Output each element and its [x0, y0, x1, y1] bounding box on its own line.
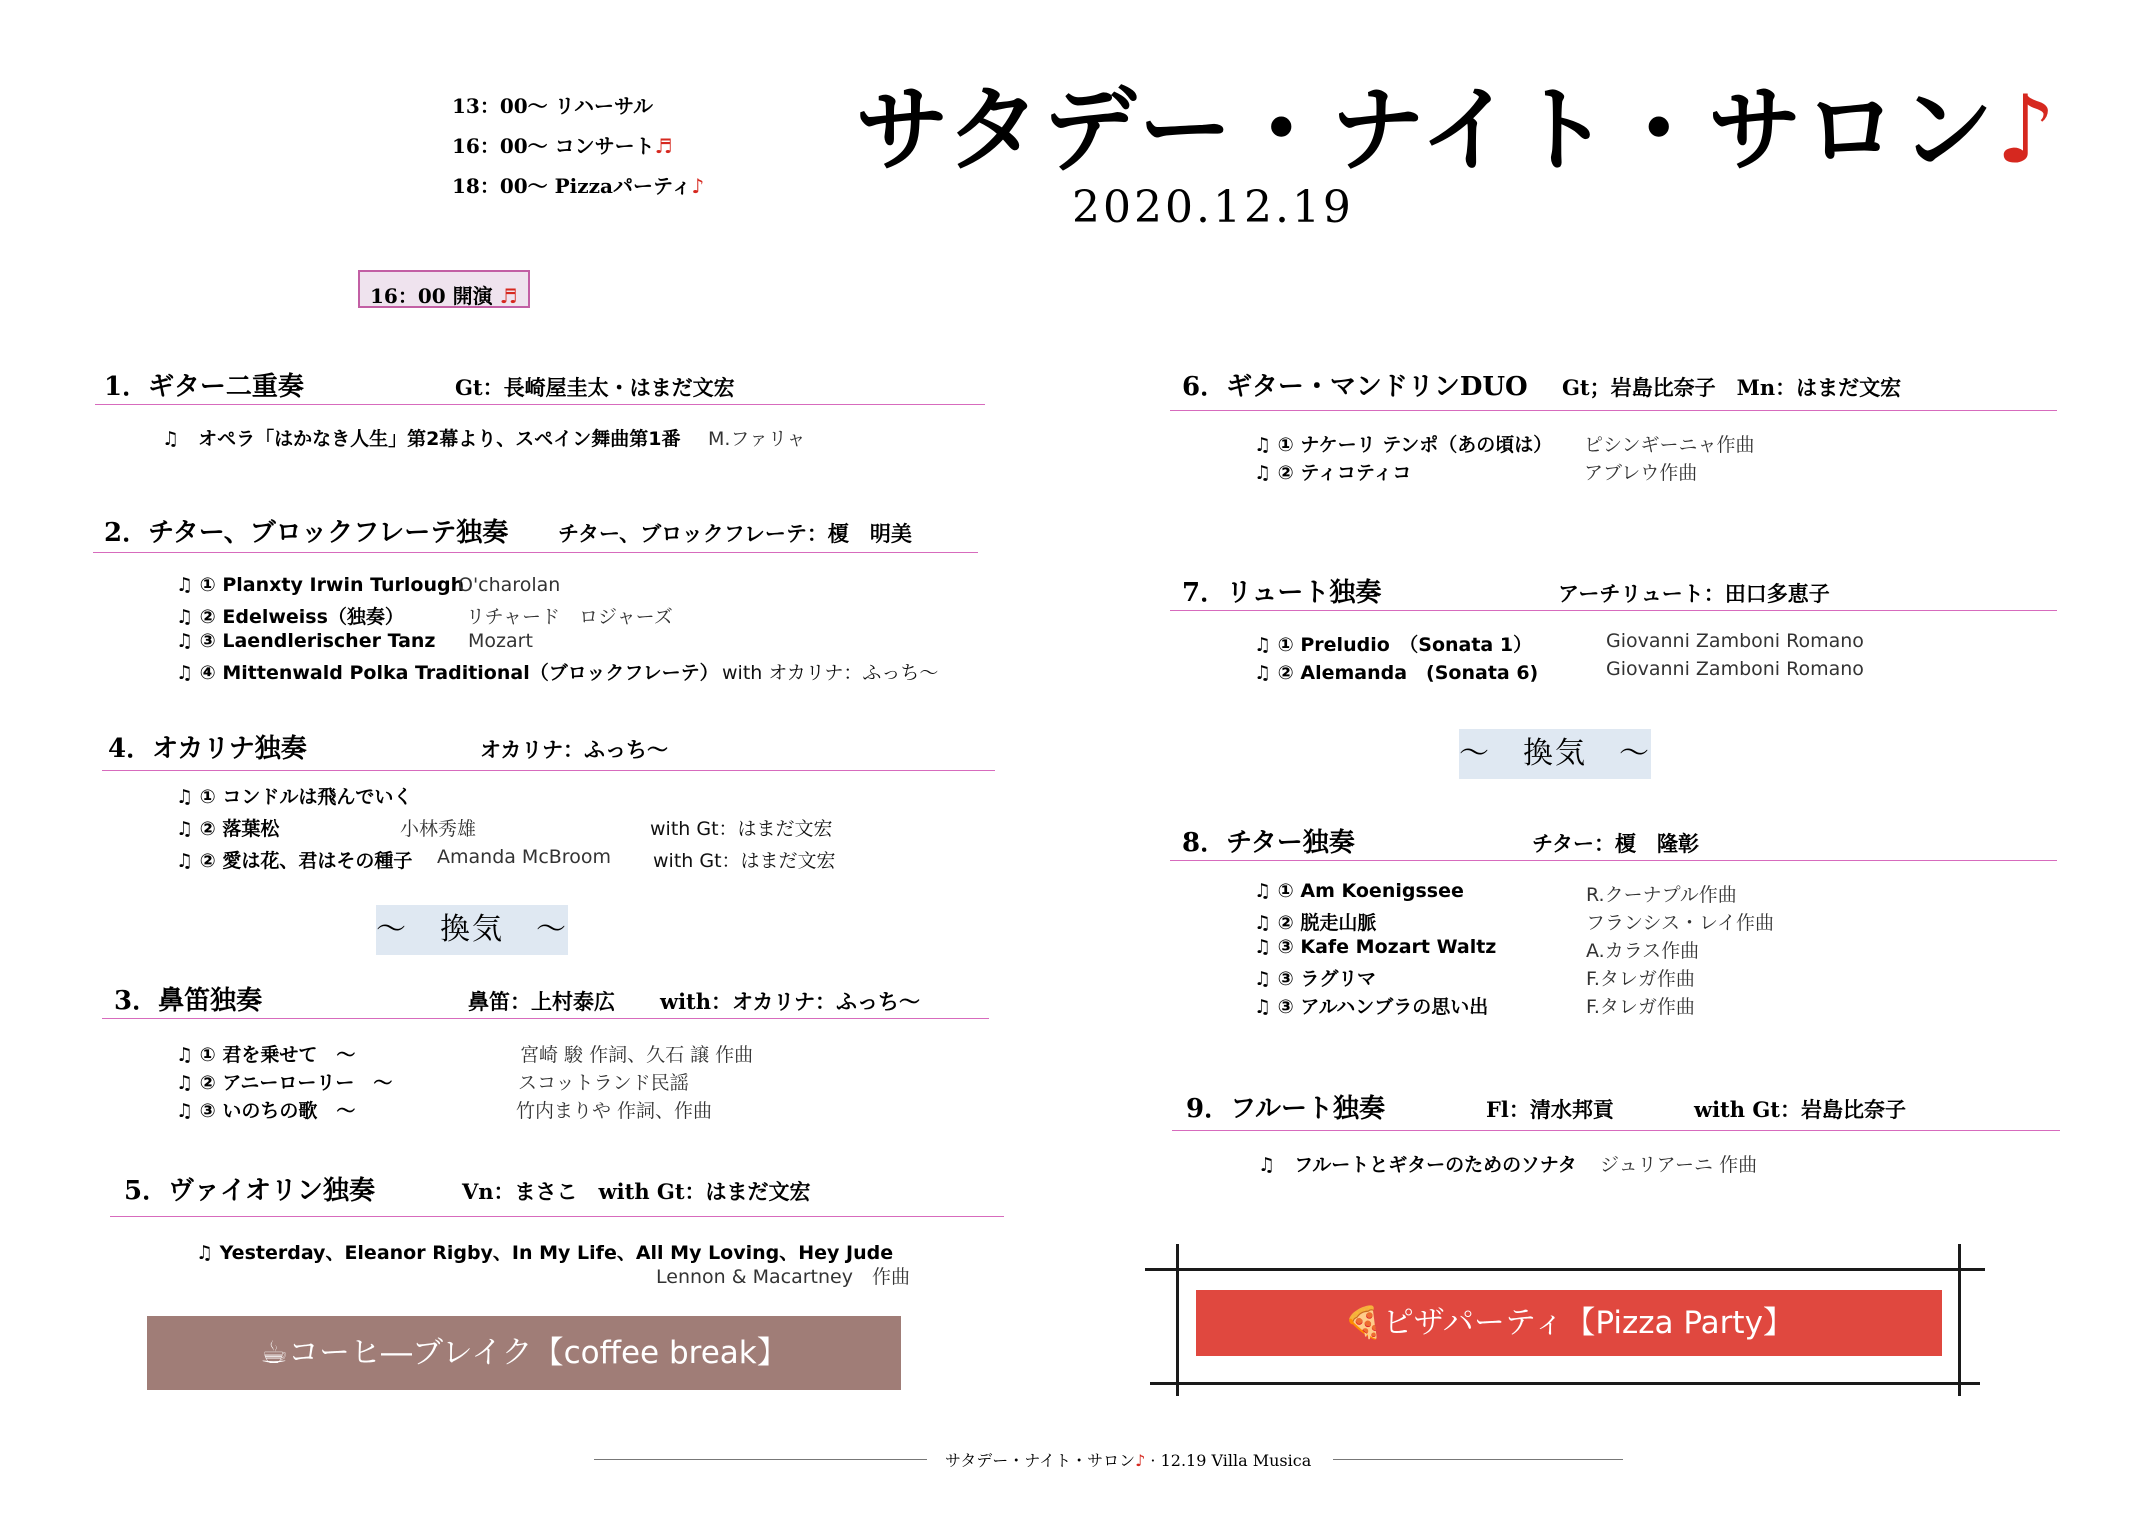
composer: O'charolan: [458, 574, 561, 596]
section-3-with: with：オカリナ：ふっち〜: [660, 989, 920, 1014]
music-note-icon: ♫: [1254, 880, 1272, 902]
schedule-rehearsal: 13：00〜 リハーサル: [452, 94, 654, 118]
opening-badge: 16：00 開演 ♬: [358, 270, 530, 308]
with-performer: with オカリナ：ふっち〜: [722, 662, 939, 684]
divider: [102, 1018, 989, 1019]
composer: 宮崎 駿 作詞、久石 譲 作曲: [520, 1044, 754, 1066]
section-4-performers: オカリナ：ふっち〜: [480, 737, 668, 762]
music-note-icon: ♫: [176, 1044, 194, 1066]
divider: [1170, 610, 2057, 611]
footer-line-left: [594, 1459, 927, 1460]
music-note-icon: ♫: [1254, 634, 1272, 656]
program-item: ♫ ① 君を乗せて 〜: [176, 1044, 356, 1066]
pizza-icon: 🍕: [1344, 1305, 1383, 1341]
composer: アブレウ作曲: [1584, 462, 1698, 484]
section-1-performers: Gt：長崎屋圭太・はまだ文宏: [455, 375, 735, 400]
program-item: ♫ ① ナケーリ テンポ（あの頃は）: [1254, 434, 1553, 456]
brush-frame-bottom: [1150, 1382, 1980, 1385]
composer: F.タレガ作曲: [1586, 996, 1695, 1018]
program-item: ♫ ③ Kafe Mozart Waltz: [1254, 936, 1497, 958]
composer: Amanda McBroom: [437, 846, 611, 868]
composer: Giovanni Zamboni Romano: [1606, 658, 1864, 680]
with-performer: with Gt：はまだ文宏: [650, 818, 833, 840]
program-item: ♫ ① Preludio （Sonata 1）: [1254, 634, 1533, 656]
program-item: ♫ ③ ラグリマ: [1254, 968, 1376, 990]
program-item: ♫ オペラ「はかなき人生」第2幕より、スペイン舞曲第1番: [162, 428, 681, 450]
music-note-icon: ♪: [1995, 76, 2058, 185]
program-item: ♫ フルートとギターのためのソナタ: [1258, 1154, 1577, 1176]
section-9-performers: Fl：清水邦貢: [1486, 1097, 1614, 1122]
music-note-icon: ♫: [176, 850, 194, 872]
intermission-banner: 〜 換気 〜: [376, 905, 568, 955]
program-item: ♫ ② ティコティコ: [1254, 462, 1412, 484]
composer: Lennon & Macartney 作曲: [656, 1266, 910, 1288]
section-9-with: with Gt：岩島比奈子: [1694, 1097, 1906, 1122]
composer: ピシンギーニャ作曲: [1584, 434, 1755, 456]
program-item: ♫ ③ アルハンブラの思い出: [1254, 996, 1489, 1018]
composer: F.タレガ作曲: [1586, 968, 1695, 990]
divider: [110, 1216, 1004, 1217]
composer: Mozart: [468, 630, 533, 652]
section-4-title: 4．オカリナ独奏: [108, 734, 307, 764]
divider: [93, 552, 978, 553]
music-note-icon: ♫: [1254, 968, 1272, 990]
program-item: ♫ ② 脱走山脈: [1254, 912, 1377, 934]
divider: [102, 770, 995, 771]
section-2-title: 2．チター、ブロックフレーテ独奏: [104, 518, 509, 548]
composer: スコットランド民謡: [518, 1072, 689, 1094]
music-note-icon: ♫: [162, 428, 180, 450]
brush-frame-top: [1145, 1268, 1985, 1271]
program-item: ♫ Yesterday、Eleanor Rigby、In My Life、All My Loving、Hey Jude: [196, 1242, 894, 1264]
music-note-icon: ♫: [1254, 912, 1272, 934]
music-note-icon: ♫: [1254, 936, 1272, 958]
schedule-pizza: 18：00〜 Pizzaパーティ♪: [452, 174, 705, 198]
section-8-performers: チター：榎 隆彰: [1532, 831, 1699, 856]
section-9-title: 9．フルート独奏: [1186, 1094, 1386, 1124]
schedule-concert: 16：00〜 コンサート♬: [452, 134, 673, 158]
section-3-title: 3．鼻笛独奏: [114, 986, 263, 1016]
section-6-title: 6．ギター・マンドリンDUO: [1182, 372, 1528, 402]
music-note-icon: ♫: [1254, 434, 1272, 456]
section-5-performers: Vn：まさこ with Gt：はまだ文宏: [462, 1179, 811, 1204]
composer: リチャード ロジャーズ: [466, 606, 673, 628]
music-note-icon: ♬: [654, 134, 673, 158]
section-8-title: 8．チター独奏: [1182, 828, 1355, 858]
program-item: ♫ ② Edelweiss（独奏）: [176, 606, 404, 628]
divider: [1170, 410, 2057, 411]
music-note-icon: ♫: [1258, 1154, 1276, 1176]
composer: Giovanni Zamboni Romano: [1606, 630, 1864, 652]
section-7-performers: アーチリュート：田口多恵子: [1558, 581, 1830, 606]
music-note-icon: ♫: [1254, 996, 1272, 1018]
program-item: ♫ ③ Laendlerischer Tanz: [176, 630, 436, 652]
music-note-icon: ♪: [691, 174, 705, 198]
music-note-icon: ♫: [1254, 662, 1272, 684]
program-item: ♫ ② Alemanda (Sonata 6): [1254, 662, 1539, 684]
section-5-title: 5．ヴァイオリン独奏: [124, 1176, 376, 1206]
section-3-performers: 鼻笛：上村泰広: [468, 989, 615, 1014]
composer: ジュリアーニ 作曲: [1600, 1154, 1758, 1176]
composer: 竹内まりや 作詞、作曲: [516, 1100, 713, 1122]
coffee-cup-icon: ☕: [260, 1335, 289, 1371]
program-item: ♫ ① Am Koenigssee: [1254, 880, 1464, 902]
music-note-icon: ♫: [176, 818, 194, 840]
divider: [1172, 1130, 2060, 1131]
program-item: ♫ ② 愛は花、君はその種子: [176, 850, 413, 872]
composer: A.カラス作曲: [1586, 940, 1700, 962]
program-item: ♫ ① Planxty Irwin Turlough: [176, 574, 465, 596]
page-title: サタデー・ナイト・サロン♪: [855, 76, 2058, 185]
with-performer: with Gt：はまだ文宏: [653, 850, 836, 872]
divider: [95, 404, 985, 405]
music-note-icon: ♪: [1135, 1451, 1146, 1470]
coffee-break-banner: ☕コーヒ―ブレイク【coffee break】: [147, 1316, 901, 1390]
footer-line-right: [1333, 1459, 1623, 1460]
brush-frame-right: [1958, 1244, 1961, 1396]
brush-frame-left: [1176, 1244, 1179, 1396]
event-date: 2020.12.19: [1072, 182, 1354, 233]
section-6-performers: Gt；岩島比奈子 Mn：はまだ文宏: [1562, 375, 1902, 400]
music-note-icon: ♫: [176, 574, 194, 596]
section-2-performers: チター、ブロックフレーテ：榎 明美: [558, 521, 912, 546]
program-item: ♫ ② 落葉松: [176, 818, 280, 840]
program-item: ♫ ① コンドルは飛んでいく: [176, 786, 413, 808]
music-note-icon: ♫: [176, 630, 194, 652]
music-note-icon: ♫: [176, 1072, 194, 1094]
music-note-icon: ♫: [196, 1242, 214, 1264]
divider: [1170, 860, 2057, 861]
music-note-icon: ♫: [1254, 462, 1272, 484]
music-note-icon: ♫: [176, 786, 194, 808]
music-note-icon: ♫: [176, 1100, 194, 1122]
composer: フランシス・レイ作曲: [1586, 912, 1775, 934]
music-note-icon: ♬: [499, 284, 518, 308]
composer: R.クーナプル作曲: [1586, 884, 1737, 906]
composer: M.ファリャ: [708, 428, 806, 450]
program-item: ♫ ② アニーローリー 〜: [176, 1072, 393, 1094]
section-7-title: 7．リュート独奏: [1182, 578, 1382, 608]
pizza-party-banner: 🍕ピザパーティ【Pizza Party】: [1196, 1290, 1942, 1356]
section-1-title: 1．ギター二重奏: [104, 372, 304, 402]
intermission-banner: 〜 換気 〜: [1459, 729, 1651, 779]
footer-text: サタデー・ナイト・サロン♪ · 12.19 Villa Musica: [945, 1451, 1312, 1470]
program-item: ♫ ④ Mittenwald Polka Traditional（ブロックフレーテ）: [176, 662, 719, 684]
music-note-icon: ♫: [176, 662, 194, 684]
music-note-icon: ♫: [176, 606, 194, 628]
program-item: ♫ ③ いのちの歌 〜: [176, 1100, 356, 1122]
composer: 小林秀雄: [400, 818, 477, 840]
